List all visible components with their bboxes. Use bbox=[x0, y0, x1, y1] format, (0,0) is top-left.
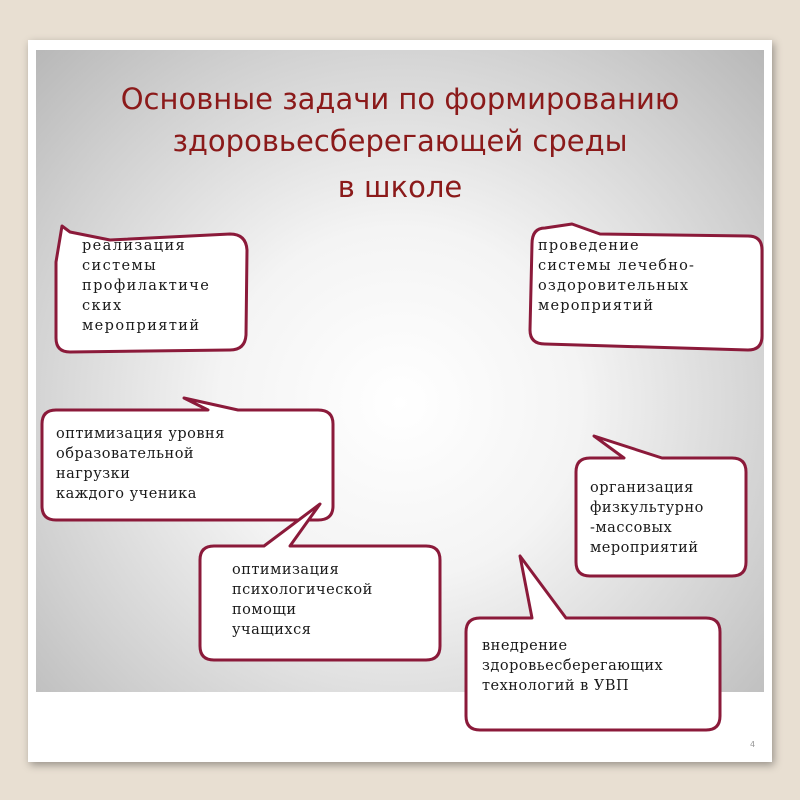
bubble-technologies-text: внедрение здоровьесберегающих технологий в УВП bbox=[482, 638, 664, 694]
bubble-sport-text: организация физкультурно -массовых мероприятий bbox=[590, 480, 704, 556]
slide-title-line-2: здоровьесберегающей среды bbox=[172, 124, 628, 158]
bubble-health-events-text: проведение системы лечебно- оздоровительных мероприятий bbox=[538, 238, 696, 314]
slide-title-line-1: Основные задачи по формированию bbox=[120, 82, 680, 116]
bubble-profilactic-text: реализация системы профилактиче ских мероприятий bbox=[82, 238, 211, 334]
slide-number: 4 bbox=[750, 740, 756, 749]
bubble-load-text: оптимизация уровня образовательной нагрузки каждого ученика bbox=[56, 426, 225, 502]
bubble-psych-text: оптимизация психологической помощи учащихся bbox=[232, 562, 373, 638]
slide-title-line-3: в школе bbox=[337, 170, 463, 204]
